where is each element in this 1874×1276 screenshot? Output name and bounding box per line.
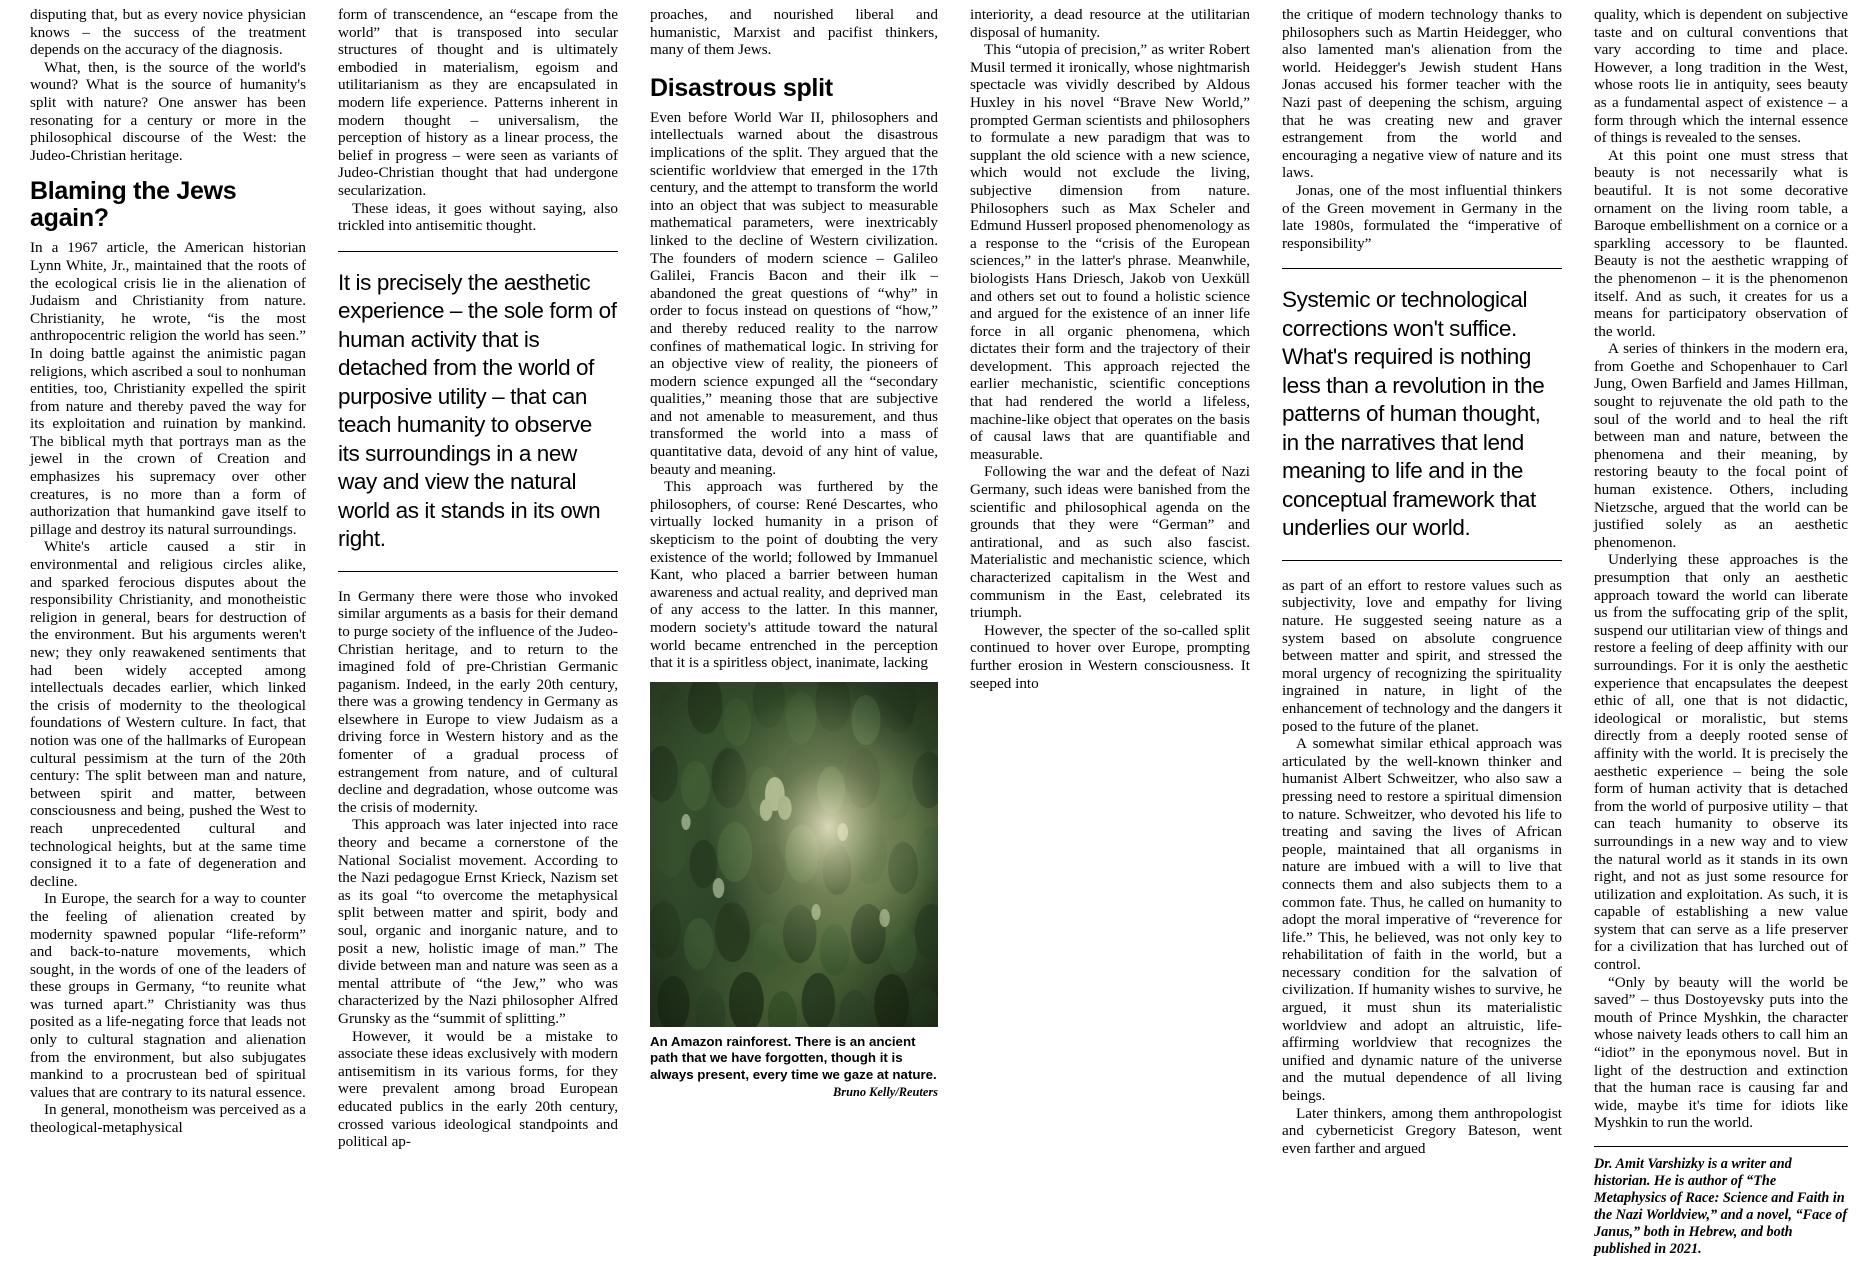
paragraph: These ideas, it goes without saying, also trickled into antisemitic thought. <box>338 199 618 235</box>
pull-quote-systemic-corrections: Systemic or technological corrections won't suffice. What's required is nothing less than a revolution in the patterns of human thought, in the narratives that lend meaning to life and in the conceptual framework that underlies our world. <box>1282 268 1562 561</box>
paragraph: In a 1967 article, the American historian Lynn White, Jr., maintained that the roots of the ecological crisis lie in the alienation of Judaism and Christianity from nature. Christianity, he wrote, “is the most anthropocentric religion the world has seen.” In doing battle against the animistic pagan religions, which ascribed a soul to nonhuman entities, too, Christianity expelled the spirit from nature and thereby paved the way for its exploitation and ruination by mankind. The biblical myth that portrays man as the jewel in the crown of Creation and emphasizes his supremacy over other creatures, is no more than a form of authorization that humankind gave itself to pillage and destroy its natural surroundings. <box>30 239 306 538</box>
paragraph: What, then, is the source of the world's wound? What is the source of humanity's split with nature? One answer has been resonating for a century or more in the philosophical discourse of the West: the Judeo-Christian heritage. <box>30 58 306 164</box>
article-column-3 <box>634 6 954 1270</box>
figure-amazon-rainforest <box>650 682 938 1100</box>
article-column-2 <box>322 6 634 1270</box>
paragraph: White's article caused a stir in environmental and religious circles alike, and sparked ferocious disputes about the responsibility Christianity, and monotheistic religion in general, bears for destruction of the environment. But his arguments weren't new; they only reawakened sentiments that had been widely accepted among intellectuals decades earlier, which linked the crisis of modernity to the theological foundations of Western culture. In fact, that notion was one of the hallmarks of European cultural pessimism at the turn of the 20th century: The split between man and nature, between spirit and matter, between consciousness and being, pushed the West to reach unprecedented cultural and technological heights, but at the same time consigned it to a fate of degeneration and decline. <box>30 538 306 890</box>
paragraph: This approach was later injected into race theory and became a cornerstone of the National Socialist movement. According to the Nazi pedagogue Ernst Krieck, Nazism set as its goal “to overcome the metaphysical split between matter and spirit, body and soul, organic and inorganic nature, and to posit a new, holistic image of man.” The divide between man and nature was seen as a mental attribute of “the Jew,” who was characterized by the Nazi philosopher Alfred Grunsky as the “summit of splitting.” <box>338 816 618 1027</box>
paragraph: Later thinkers, among them anthropologist and cyberneticist Gregory Bateson, went even farther and argued <box>1282 1104 1562 1157</box>
paragraph: This approach was furthered by the philosophers, of course: René Descartes, who virtually locked humanity in a prison of skepticism to the point of doubting the very existence of the world; followed by Immanuel Kant, who placed a barrier between human awareness and actual reality, and deprived man of any access to the latter. In this manner, modern society's attitude toward the natural world became entrenched in the perception that it is a spiritless object, inanimate, lacking <box>650 478 938 672</box>
article-column-5 <box>1266 6 1578 1270</box>
figure-credit: Bruno Kelly/Reuters <box>833 1085 938 1099</box>
paragraph: quality, which is dependent on subjective taste and on cultural conventions that vary according to time and place. However, a long tradition in the West, whose roots lie in antiquity, sees beauty as a fundamental aspect of existence – a form through which the internal essence of things is revealed to the senses. <box>1594 6 1848 147</box>
article-column-4 <box>954 6 1266 1270</box>
paragraph: interiority, a dead resource at the utilitarian disposal of humanity. <box>970 6 1250 41</box>
paragraph: In Germany there were those who invoked similar arguments as a basis for their demand to purge society of the influence of the Judeo-Christian heritage, and to return to the imagined fold of pre-Christian Germanic paganism. Indeed, in the early 20th century, there was a growing tendency in Germany as elsewhere in Europe to view Judaism as a driving force in Western history and as the fomenter of a gradual process of estrangement from nature, and of cultural decline and degradation, whose outcome was the crisis of modernity. <box>338 587 618 816</box>
paragraph: proaches, and nourished liberal and humanistic, Marxist and pacifist thinkers, many of them Jews. <box>650 6 938 59</box>
paragraph: This “utopia of precision,” as writer Robert Musil termed it ironically, whose nightmarish spectacle was vividly described by Aldous Huxley in his novel “Brave New World,” prompted German scientists and philosophers to formulate a new paradigm that was to supplant the old science with a new science, which would not exclude the living, subjective dimension from nature. Philosophers such as Max Scheler and Edmund Husserl proposed phenomenology as a response to the “crisis of the European sciences,” in the latter's phrase. Meanwhile, biologists Hans Driesch, Jakob von Uexküll and others set out to found a holistic science and argued for the existence of an inner life force in all organic phenomena, which dictates their form and the trajectory of their development. This approach rejected the earlier mechanistic, scientific conceptions that had rendered the world a lifeless, machine-like object that operates on the basis of causal laws that are quantifiable and measurable. <box>970 41 1250 463</box>
paragraph: Following the war and the defeat of Nazi Germany, such ideas were banished from the scientific and philosophical agenda on the grounds that they were “German” and antirational, and as such also fascist. Materialistic and mechanistic science, which characterized capitalism in the West and communism in the East, celebrated its triumph. <box>970 463 1250 622</box>
paragraph: However, the specter of the so-called split continued to hover over Europe, prompting further erosion in Western consciousness. It seeped into <box>970 621 1250 692</box>
paragraph: “Only by beauty will the world be saved” – thus Dostoyevsky puts into the mouth of Prince Myshkin, the character whose naivety leads others to call him an “idiot” in the eponymous novel. But in light of the destruction and extinction that the human race is causing far and wide, maybe it's time for idiots like Myshkin to run the world. <box>1594 973 1848 1132</box>
pull-quote-aesthetic-experience: It is precisely the aesthetic experience – the sole form of human activity that is detached from the world of purposive utility – that can teach humanity to observe its surroundings in a new way and view the natural world as it stands in its own right. <box>338 251 618 572</box>
paragraph: In general, monotheism was perceived as a theological-metaphysical <box>30 1101 306 1137</box>
paragraph: as part of an effort to restore values such as subjectivity, love and empathy for living nature. He suggested seeing nature as a system based on absolute congruence between matter and spirit, and stressed the moral urgency of recognizing the spirituality ingrained in nature, in light of the enhancement of technology and the dangers it posed to the future of the planet. <box>1282 576 1562 735</box>
paragraph: Underlying these approaches is the presumption that only an aesthetic approach toward the world can liberate us from the suffocating grip of the split, suspend our utilitarian view of things and restore a feeling of deep affinity with our surroundings. For it is only the aesthetic experience that encapsulates the deepest ethic of all, one that is not didactic, ideological or moralistic, but stems directly from a deeply rooted sense of affinity with the world. It is precisely the aesthetic experience – being the sole form of human activity that is detached from the world of purposive utility – that can teach humanity to observe its surroundings in a new way and to view the natural world as it stands in its own right, and not as just some resource for utilization and exploitation. As such, it is capable of establishing a new value system that can serve as a life preserver for a civilization that has lurched out of control. <box>1594 551 1848 974</box>
figure-caption: An Amazon rainforest. There is an ancient path that we have forgotten, though it is always present, every time we gaze at nature. <box>650 1033 937 1082</box>
article-column-1 <box>0 6 322 1270</box>
paragraph: At this point one must stress that beauty is not necessarily what is beautiful. It is not some decorative ornament on the living room table, a Baroque embellishment on a cornice or a sparkling accessory to be flaunted. Beauty is not the aesthetic wrapping of the phenomenon – it is the phenomenon itself. And as such, it creates for us a means for participatory observation of the world. <box>1594 146 1848 340</box>
article-column-6 <box>1578 6 1874 1270</box>
paragraph: A somewhat similar ethical approach was articulated by the well-known thinker and humanist Albert Schweitzer, who also saw a pressing need to restore a spiritual dimension to nature. Schweitzer, who devoted his life to treating and saving the lives of African people, maintained that all organisms in nature are imbued with a will to live that connects them and also subjects them to a common fate. Thus, he called on humanity to adopt the moral imperative of “reverence for life.” This, he believed, was not only key to rehabilitation of faith in the world, but a necessary condition for the salvation of civilization. If humanity wishes to survive, he argued, it must shun its materialistic worldview and adopt an altruistic, life-affirming worldview that recognizes the unified and dynamic nature of the universe and the mutual dependence of all living beings. <box>1282 735 1562 1105</box>
paragraph: However, it would be a mistake to associate these ideas exclusively with modern antisemitism in its various forms, for they were prevalent among broad European educated publics in the early 20th century, crossed various ideological standpoints and political ap- <box>338 1027 618 1151</box>
paragraph: the critique of modern technology thanks to philosophers such as Martin Heidegger, who also lamented man's alienation from the world. Heidegger's Jewish student Hans Jonas accused his former teacher with the Nazi past of deepening the schism, arguing that he was creating new and graver estrangement from the world and encouraging a negative view of nature and its laws. <box>1282 6 1562 182</box>
author-bio: Dr. Amit Varshizky is a writer and historian. He is author of “The Metaphysics of Race: Science and Faith in the Nazi Worldview,” and a novel, “Face of Janus,” both in Hebrew, and both published in 2021. <box>1594 1146 1848 1258</box>
section-heading-disastrous-split: Disastrous split <box>650 73 833 102</box>
paragraph: In Europe, the search for a way to counter the feeling of alienation created by modernity spawned popular “life-reform” and back-to-nature movements, which sought, in the words of one of the leaders of these groups in Germany, “to reunite what was turned apart.” Christianity was thus posited as a life-negating force that leads not only to cultural stagnation and alienation from the environment, but also subjugates mankind to a procrustean bed of spiritual values that are contrary to its natural essence. <box>30 890 306 1101</box>
paragraph: form of transcendence, an “escape from the world” that is transposed into secular structures of thought and is ultimately embodied in materialism, egoism and utilitarianism as they are encapsulated in modern life experience. Patterns inherent in modern thought – universalism, the perception of history as a linear process, the belief in progress – were seen as variants of Judeo-Christian thought that had undergone secularization. <box>338 6 618 199</box>
paragraph: Even before World War II, philosophers and intellectuals warned about the disastrous implications of the split. They argued that the scientific worldview that emerged in the 17th century, and the attempt to transform the world into an object that was subject to measurable mathematical parameters, were inextricably linked to the decline of Western civilization. The founders of modern science – Galileo Galilei, Francis Bacon and their ilk – abandoned the great questions of “why” in order to focus instead on questions of “how,” and thereby reduced reality to the narrow confines of mathematical logic. In striving for an objective view of reality, the pioneers of modern science expunged all the “secondary qualities,” meaning those that are subjective and not amenable to measurement, and thus transformed the world into a mass of quantitative data, devoid of any hint of value, beauty and meaning. <box>650 108 938 478</box>
paragraph: A series of thinkers in the modern era, from Goethe and Schopenhauer to Carl Jung, Owen Barfield and James Hillman, sought to rejuvenate the old path to the soul of the world and to heal the rift between man and nature, between the phenomena and their meaning, by restoring beauty to the focal point of human existence. Others, including Nietzsche, argued that the world can be justified solely as an aesthetic phenomenon. <box>1594 340 1848 551</box>
section-heading-blaming-the-jews: Blaming the Jews again? <box>30 177 237 233</box>
rainforest-photo <box>650 682 938 1027</box>
paragraph: Jonas, one of the most influential thinkers of the Green movement in Germany in the late 1980s, formulated the “imperative of responsibility” <box>1282 181 1562 252</box>
paragraph: disputing that, but as every novice physician knows – the success of the treatment depends on the accuracy of the diagnosis. <box>30 6 306 59</box>
